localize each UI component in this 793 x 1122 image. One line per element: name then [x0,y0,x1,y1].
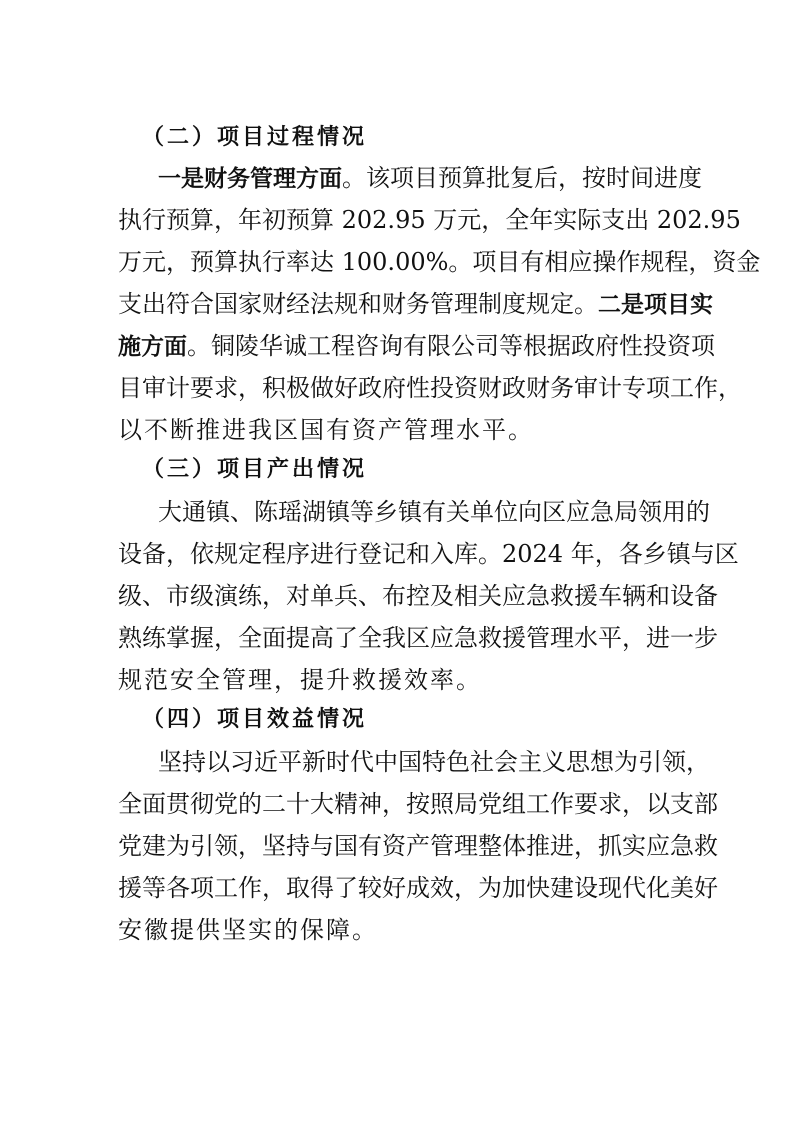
line-text: 支出符合国家财经法规和财务管理制度规定。 [118,290,598,318]
section-heading-4: （四）项目效益情况 [142,707,368,732]
paragraph-line: 目审计要求，积极做好政府性投资财政财务审计专项工作， [118,374,742,402]
paragraph-line [118,326,715,366]
paragraph-line: 熟练掌握，全面提高了全我区应急救援管理水平，进一步 [118,624,718,652]
line-text: 。铜陵华诚工程咨询有限公司等根据政府性投资项 [187,332,715,360]
section-heading-2: （二）项目过程情况 [142,125,368,150]
paragraph-line: 全面贯彻党的二十大精神，按照局党组工作要求，以支部 [118,790,718,818]
line-text: 。该项目预算批复后，按时间进度 [342,164,702,192]
paragraph-line: 设备，依规定程序进行登记和入库。2024 年，各乡镇与区 [118,540,739,568]
section-heading-3: （三）项目产出情况 [142,457,368,482]
paragraph-line: 规范安全管理，提升救援效率。 [118,666,482,694]
paragraph-line: 执行预算，年初预算 202.95 万元，全年实际支出 202.95 [118,206,741,234]
paragraph-line: 万元，预算执行率达 100.00%。项目有相应操作规程，资金 [118,248,761,276]
bold-phrase: 二是项目实 [598,292,713,318]
paragraph-line: 大通镇、陈瑶湖镇等乡镇有关单位向区应急局领用的 [158,498,710,526]
paragraph-line: 党建为引领，坚持与国有资产管理整体推进，抓实应急救 [118,832,718,860]
paragraph-line: 级、市级演练，对单兵、布控及相关应急救援车辆和设备 [118,582,718,610]
paragraph-line: 安徽提供坚实的保障。 [118,916,378,944]
paragraph-line: 援等各项工作，取得了较好成效，为加快建设现代化美好 [118,874,718,902]
paragraph-line: 以不断推进我区国有资产管理水平。 [118,416,534,444]
paragraph-line [118,284,713,324]
paragraph-line [158,158,702,198]
bold-phrase: 一是财务管理方面 [158,166,342,192]
paragraph-line: 坚持以习近平新时代中国特色社会主义思想为引领， [158,748,710,776]
bold-phrase: 施方面 [118,334,187,360]
